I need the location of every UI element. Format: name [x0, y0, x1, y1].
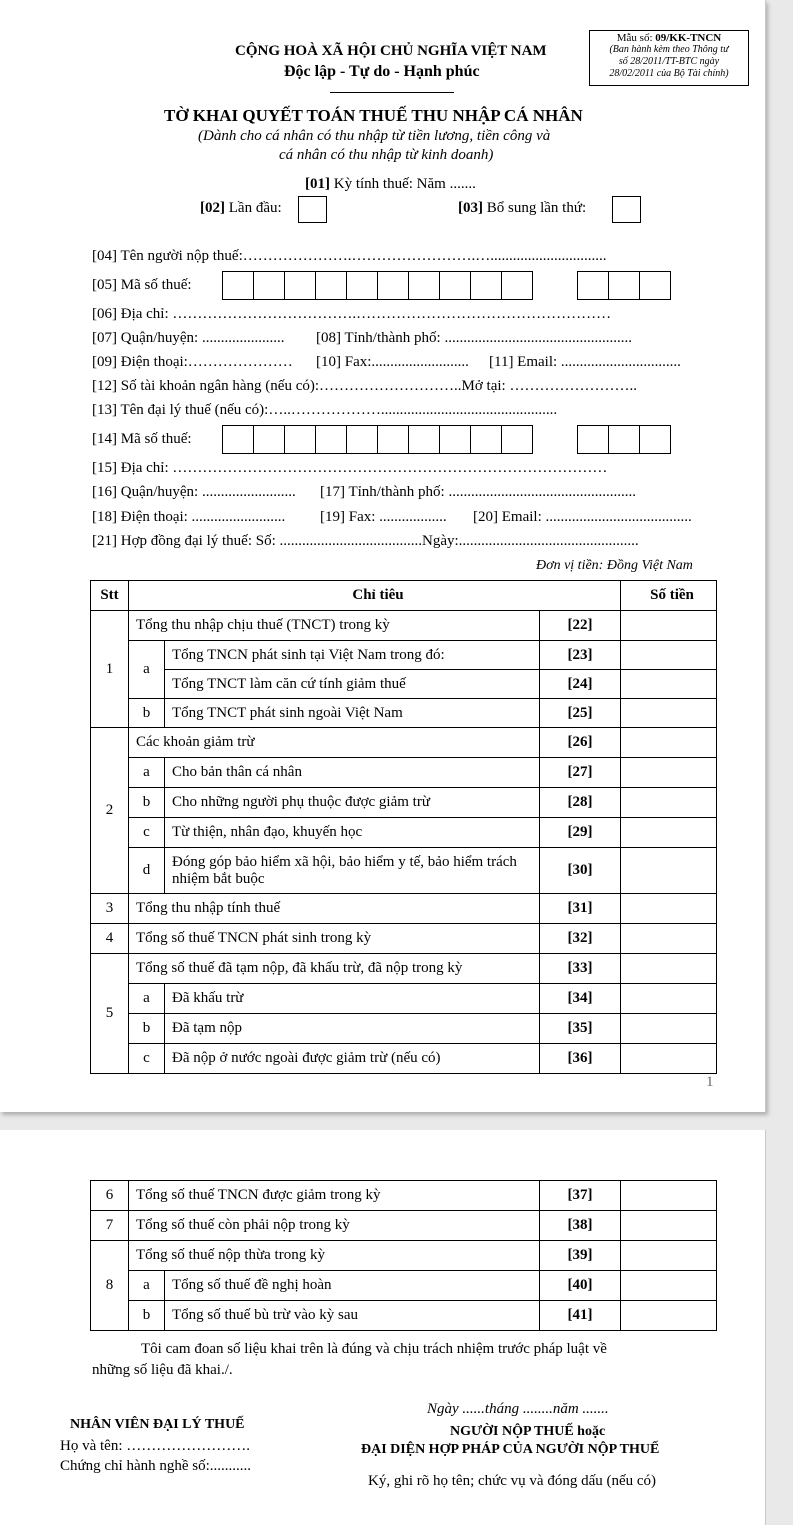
table-row — [91, 699, 717, 728]
row-label: Tổng số thuế TNCN được giảm trong kỳ — [129, 1181, 540, 1211]
row-code: [30] — [540, 848, 621, 894]
amount-cell-28[interactable] — [621, 788, 717, 818]
field-05-tax-code-label: [05] Mã số thuế: — [92, 277, 192, 293]
amount-cell-25[interactable] — [621, 699, 717, 728]
amount-cell-40[interactable] — [621, 1271, 717, 1301]
row-label: Cho những người phụ thuộc được giảm trừ — [165, 788, 540, 818]
row-code: [33] — [540, 954, 621, 984]
field-03-supplement — [458, 200, 586, 217]
field-18-agent-phone: [18] Điện thoại: ......................... — [92, 509, 286, 525]
amount-cell-23[interactable] — [621, 641, 717, 670]
row-stt: 8 — [91, 1241, 129, 1331]
agent-staff-name: Họ và tên: ……………………. — [60, 1438, 250, 1454]
row-code: [34] — [540, 984, 621, 1014]
table-row — [91, 924, 717, 954]
amount-cell-26[interactable] — [621, 728, 717, 758]
table-header-row — [91, 581, 717, 611]
amount-cell-22[interactable] — [621, 611, 717, 641]
row-sub-index: a — [129, 758, 165, 788]
row-label: Tổng số thuế đã tạm nộp, đã khấu trừ, đã nộp trong kỳ — [129, 954, 540, 984]
table-row — [91, 894, 717, 924]
field-06-address: [06] Địa chỉ: ……………………………….…………………………………………… — [92, 306, 612, 322]
table-row — [91, 1014, 717, 1044]
table-row — [91, 1271, 717, 1301]
field-13-agent-name: [13] Tên đại lý thuế (nếu có):…..………………............................................... — [92, 402, 558, 418]
row-label: Tổng TNCT làm căn cứ tính giảm thuế — [165, 670, 540, 699]
row-stt: 6 — [91, 1181, 129, 1211]
agent-staff-title: NHÂN VIÊN ĐẠI LÝ THUẾ — [70, 1417, 245, 1432]
row-code: [41] — [540, 1301, 621, 1331]
amount-cell-32[interactable] — [621, 924, 717, 954]
tax-table-part-1 — [90, 580, 717, 1074]
form-code-prefix: Mẫu số: — [616, 32, 656, 44]
amount-cell-34[interactable] — [621, 984, 717, 1014]
taxpayer-tax-code-cells[interactable] — [222, 271, 533, 300]
field-21-agent-contract: [21] Hợp đồng đại lý thuế: Số: ......................................Ngày:................................................ — [92, 533, 639, 549]
row-stt: 5 — [91, 954, 129, 1074]
row-label: Tổng TNCT phát sinh ngoài Việt Nam — [165, 699, 540, 728]
row-stt: 4 — [91, 924, 129, 954]
row-label: Tổng số thuế TNCN phát sinh trong kỳ — [129, 924, 540, 954]
row-label: Tổng thu nhập chịu thuế (TNCT) trong kỳ — [129, 611, 540, 641]
taxpayer-sign-title-1: NGƯỜI NỘP THUẾ hoặc — [450, 1424, 606, 1439]
field-07-district: [07] Quận/huyện: ...................... — [92, 330, 285, 346]
amount-cell-33[interactable] — [621, 954, 717, 984]
row-label: Tổng số thuế bù trừ vào kỳ sau — [165, 1301, 540, 1331]
row-label: Tổng số thuế đề nghị hoàn — [165, 1271, 540, 1301]
signature-date-line: Ngày ......tháng ........năm ....... — [427, 1401, 609, 1417]
row-code: [38] — [540, 1211, 621, 1241]
taxpayer-sign-note: Ký, ghi rõ họ tên; chức vụ và đóng dấu (nếu có) — [368, 1473, 657, 1489]
table-row — [91, 818, 717, 848]
row-code: [29] — [540, 818, 621, 848]
table-row — [91, 984, 717, 1014]
table-row — [91, 788, 717, 818]
declaration-line-2: những số liệu đã khai./. — [92, 1362, 233, 1378]
table-row — [91, 611, 717, 641]
row-label: Đã tạm nộp — [165, 1014, 540, 1044]
field-19-agent-fax: [19] Fax: .................. — [320, 509, 447, 525]
row-sub-index: b — [129, 788, 165, 818]
row-label: Đã nộp ở nước ngoài được giảm trừ (nếu có) — [165, 1044, 540, 1074]
row-code: [23] — [540, 641, 621, 670]
table-row — [91, 1181, 717, 1211]
row-code: [32] — [540, 924, 621, 954]
row-label: Tổng TNCN phát sinh tại Việt Nam trong đó: — [165, 641, 540, 670]
amount-cell-24[interactable] — [621, 670, 717, 699]
field-01-period — [305, 176, 476, 193]
row-code: [37] — [540, 1181, 621, 1211]
table-row — [91, 954, 717, 984]
form-code-line2: (Ban hành kèm theo Thông tư — [609, 44, 729, 55]
agent-staff-certificate: Chứng chỉ hành nghề số:........... — [60, 1458, 252, 1474]
field-02-text: Lần đầu: — [225, 200, 282, 216]
amount-cell-38[interactable] — [621, 1211, 717, 1241]
document-page-2 — [0, 1130, 766, 1525]
row-sub-index: b — [129, 1301, 165, 1331]
tax-table-part-2 — [90, 1180, 717, 1331]
row-label: Các khoản giảm trừ — [129, 728, 540, 758]
row-code: [27] — [540, 758, 621, 788]
form-code-line3: số 28/2011/TT-BTC ngày — [618, 56, 720, 67]
row-stt: 7 — [91, 1211, 129, 1241]
row-code: [22] — [540, 611, 621, 641]
row-code: [35] — [540, 1014, 621, 1044]
declaration-line-1: Tôi cam đoan số liệu khai trên là đúng và chịu trách nhiệm trước pháp luật về — [141, 1341, 607, 1357]
row-code: [25] — [540, 699, 621, 728]
row-sub-index: c — [129, 818, 165, 848]
form-subtitle-1: (Dành cho cá nhân có thu nhập từ tiền lương, tiền công và — [198, 128, 551, 144]
table-row — [91, 1301, 717, 1331]
field-14-agent-tax-code-label: [14] Mã số thuế: — [92, 431, 192, 447]
currency-unit-note: Đơn vị tiền: Đồng Việt Nam — [536, 558, 693, 573]
row-label: Tổng thu nhập tính thuế — [129, 894, 540, 924]
field-02-code: [02] — [200, 200, 225, 216]
row-sub-index: a — [129, 984, 165, 1014]
row-code: [39] — [540, 1241, 621, 1271]
field-11-email: [11] Email: ................................ — [489, 354, 681, 370]
field-17-agent-province: [17] Tỉnh/thành phố: .................................................. — [320, 484, 636, 500]
amount-cell-37[interactable] — [621, 1181, 717, 1211]
table-row — [91, 728, 717, 758]
amount-cell-35[interactable] — [621, 1014, 717, 1044]
col-header-chitieu: Chỉ tiêu — [129, 581, 621, 611]
field-02-first-time — [200, 200, 282, 217]
row-code: [40] — [540, 1271, 621, 1301]
table-row — [91, 670, 717, 699]
row-label: Tổng số thuế nộp thừa trong kỳ — [129, 1241, 540, 1271]
field-04-taxpayer-name: [04] Tên người nộp thuế:………………….…………………….…............................... — [92, 248, 607, 264]
table-row — [91, 758, 717, 788]
row-label: Cho bản thân cá nhân — [165, 758, 540, 788]
page-number: 1 — [706, 1074, 714, 1090]
row-sub-index: b — [129, 1014, 165, 1044]
field-09-phone: [09] Điện thoại:………………… — [92, 354, 293, 370]
row-stt: 1 — [91, 611, 129, 728]
row-sub-index: a — [129, 1271, 165, 1301]
form-code-line4: 28/02/2011 của Bộ Tài chính) — [609, 68, 729, 79]
republic-heading: CỘNG HOÀ XÃ HỘI CHỦ NGHĨA VIỆT NAM — [235, 43, 547, 59]
table-row — [91, 1241, 717, 1271]
row-sub-index: c — [129, 1044, 165, 1074]
amount-cell-41[interactable] — [621, 1301, 717, 1331]
motto-underline — [330, 92, 454, 93]
form-code-box — [589, 30, 749, 86]
amount-cell-31[interactable] — [621, 894, 717, 924]
field-03-text: Bổ sung lần thứ: — [483, 200, 587, 216]
col-header-stt: Stt — [91, 581, 129, 611]
row-code: [36] — [540, 1044, 621, 1074]
field-01-text: Kỳ tính thuế: Năm ....... — [330, 176, 476, 192]
field-01-code: [01] — [305, 176, 330, 192]
row-label: Đã khấu trừ — [165, 984, 540, 1014]
col-header-sotien: Số tiền — [621, 581, 717, 611]
field-20-agent-email: [20] Email: ....................................... — [473, 509, 692, 525]
amount-cell-30[interactable] — [621, 848, 717, 894]
amount-cell-39[interactable] — [621, 1241, 717, 1271]
row-code: [26] — [540, 728, 621, 758]
row-stt: 2 — [91, 728, 129, 894]
row-sub-index: b — [129, 699, 165, 728]
amount-cell-36[interactable] — [621, 1044, 717, 1074]
form-title: TỜ KHAI QUYẾT TOÁN THUẾ THU NHẬP CÁ NHÂN — [164, 106, 583, 125]
amount-cell-27[interactable] — [621, 758, 717, 788]
table-row — [91, 1211, 717, 1241]
field-10-fax: [10] Fax:.......................... — [316, 354, 469, 370]
row-label: Đóng góp bảo hiểm xã hội, bảo hiểm y tế, bảo hiểm trách nhiệm bắt buộc — [165, 848, 540, 894]
row-code: [24] — [540, 670, 621, 699]
table-row — [91, 848, 717, 894]
agent-tax-code-suffix-cells[interactable] — [577, 425, 671, 454]
agent-tax-code-cells[interactable] — [222, 425, 533, 454]
supplement-number-box[interactable] — [612, 196, 641, 223]
field-03-code: [03] — [458, 200, 483, 216]
first-time-checkbox[interactable] — [298, 196, 327, 223]
table-row — [91, 641, 717, 670]
field-12-bank-account: [12] Số tài khoản ngân hàng (nếu có):………………………..Mở tại: …………………….. — [92, 378, 637, 394]
row-stt: 3 — [91, 894, 129, 924]
motto-heading: Độc lập - Tự do - Hạnh phúc — [284, 63, 480, 80]
taxpayer-sign-title-2: ĐẠI DIỆN HỢP PHÁP CỦA NGƯỜI NỘP THUẾ — [361, 1442, 660, 1457]
taxpayer-tax-code-suffix-cells[interactable] — [577, 271, 671, 300]
field-08-province: [08] Tỉnh/thành phố: .................................................. — [316, 330, 632, 346]
form-code: 09/KK-TNCN — [655, 32, 722, 44]
row-code: [31] — [540, 894, 621, 924]
row-label: Tổng số thuế còn phải nộp trong kỳ — [129, 1211, 540, 1241]
field-16-agent-district: [16] Quận/huyện: ......................... — [92, 484, 296, 500]
row-sub-index: d — [129, 848, 165, 894]
amount-cell-29[interactable] — [621, 818, 717, 848]
row-label: Từ thiện, nhân đạo, khuyến học — [165, 818, 540, 848]
row-code: [28] — [540, 788, 621, 818]
form-subtitle-2: cá nhân có thu nhập từ kinh doanh) — [279, 147, 494, 163]
row-sub-index: a — [129, 641, 165, 699]
table-row — [91, 1044, 717, 1074]
field-15-agent-address: [15] Địa chỉ: …………………………………………………………………………… — [92, 460, 608, 476]
